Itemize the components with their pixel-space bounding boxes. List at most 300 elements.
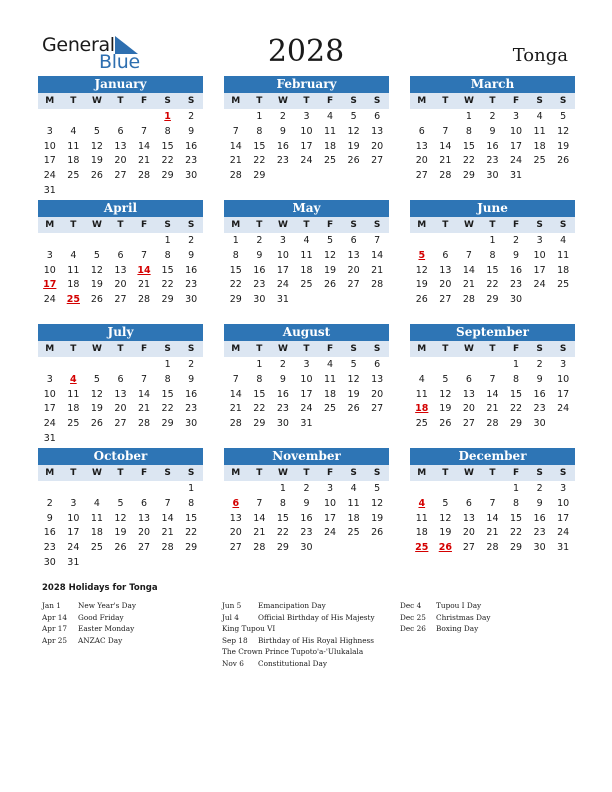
weekday-label: M: [417, 96, 427, 106]
day-cell: 12: [347, 373, 360, 385]
holiday-entry: [42, 623, 136, 635]
day-cell: 24: [276, 279, 289, 291]
holiday-name: Christmas Day: [436, 612, 491, 622]
day-cell: 28: [486, 418, 499, 430]
day-cell: 25: [533, 155, 546, 167]
day-cell: 20: [114, 279, 127, 291]
day-cell: 27: [371, 155, 384, 167]
day-cell: 4: [303, 235, 310, 246]
day-cell: 7: [141, 125, 148, 137]
day-cell: 8: [188, 497, 195, 509]
day-cell: 20: [462, 403, 475, 415]
day-cell: 17: [509, 140, 523, 152]
weekday-header: [224, 465, 389, 482]
day-cell: 27: [439, 294, 452, 306]
weekday-label: F: [512, 220, 520, 230]
weekday-label: W: [91, 96, 102, 106]
day-cell: 22: [276, 527, 289, 539]
month-february: [224, 76, 389, 184]
month-august: [224, 324, 389, 432]
weekday-label: W: [463, 220, 474, 230]
day-cell: 24: [533, 279, 546, 291]
empty-day-cell: [410, 482, 434, 497]
day-cell: 22: [509, 527, 523, 539]
holiday-date: Jul 4: [222, 612, 239, 622]
day-cell: 4: [70, 125, 77, 137]
day-cell: 13: [114, 264, 127, 276]
day-cell: 21: [486, 527, 499, 539]
day-cell: 6: [374, 359, 381, 370]
day-cell: 1: [256, 359, 263, 370]
weekday-label: M: [45, 96, 55, 106]
holiday-entry: [222, 635, 375, 647]
weekday-header: [224, 93, 389, 110]
day-cell: 15: [276, 512, 289, 524]
day-cell: 11: [300, 249, 313, 261]
day-cell: 12: [557, 125, 570, 137]
day-cell: 12: [323, 249, 337, 261]
day-cell: 25: [323, 403, 337, 415]
day-cell: 5: [350, 359, 357, 370]
day-cell: 19: [90, 155, 103, 167]
month-title: April: [38, 200, 203, 217]
weekday-label: T: [303, 96, 310, 106]
day-cell: 14: [462, 264, 475, 276]
day-cell: 6: [117, 249, 124, 261]
weekday-label: S: [350, 468, 357, 478]
day-cell: 15: [486, 264, 499, 276]
day-cell: 2: [536, 483, 543, 494]
holiday-entry: [400, 600, 490, 612]
day-cell: 27: [371, 403, 384, 415]
day-cell: 8: [164, 249, 171, 261]
holiday-day-cell: 6: [232, 497, 240, 509]
day-cell: 15: [509, 388, 523, 400]
empty-day-cell: [109, 358, 133, 373]
weekday-label: T: [489, 96, 496, 106]
day-cell: 23: [43, 542, 56, 554]
day-cell: 15: [229, 264, 242, 276]
empty-day-cell: [132, 482, 156, 497]
day-cell: 1: [465, 111, 472, 122]
day-cell: 13: [371, 373, 384, 385]
weekday-label: T: [117, 96, 124, 106]
day-cell: 29: [462, 170, 475, 182]
empty-day-cell: [434, 110, 458, 125]
day-cell: 10: [557, 373, 570, 385]
day-cell: 14: [229, 388, 242, 400]
day-cell: 22: [185, 527, 198, 539]
day-cell: 27: [462, 418, 475, 430]
weekday-header: [38, 465, 203, 482]
day-cell: 20: [462, 527, 475, 539]
day-cell: 5: [442, 373, 449, 385]
weekday-label: S: [559, 96, 567, 106]
empty-day-cell: [224, 482, 248, 497]
day-cell: 2: [188, 359, 195, 370]
day-cell: 5: [560, 111, 567, 122]
holiday-entry: [222, 612, 375, 624]
weekday-label: T: [442, 344, 449, 354]
day-cell: 17: [43, 155, 56, 167]
holiday-date: Dec 26: [400, 624, 426, 634]
holiday-day-cell: 4: [418, 497, 426, 509]
day-cell: 24: [509, 155, 523, 167]
day-cell: 26: [114, 542, 127, 554]
weekday-label: W: [91, 220, 102, 230]
day-cell: 30: [253, 294, 266, 306]
day-cell: 16: [509, 264, 523, 276]
logo-text-general: General: [42, 34, 115, 56]
day-cell: 9: [536, 373, 543, 385]
day-cell: 1: [164, 359, 171, 370]
day-cell: 1: [188, 483, 195, 494]
day-cell: 13: [347, 249, 360, 261]
weekday-label: T: [117, 468, 124, 478]
day-cell: 30: [533, 418, 546, 430]
weekday-header: [410, 465, 575, 482]
day-cell: 11: [415, 388, 428, 400]
day-cell: 13: [462, 388, 475, 400]
day-cell: 27: [229, 542, 242, 554]
holiday-name: Emancipation Day: [258, 601, 326, 610]
empty-day-cell: [109, 234, 133, 249]
day-cell: 9: [489, 125, 496, 137]
day-cell: 3: [279, 235, 286, 246]
day-cell: 28: [229, 170, 242, 182]
day-cell: 30: [533, 542, 546, 554]
weekday-label: S: [350, 220, 357, 230]
day-cell: 14: [229, 140, 242, 152]
day-cell: 9: [46, 512, 53, 524]
empty-day-cell: [457, 358, 481, 373]
weekday-label: T: [70, 96, 77, 106]
day-cell: 16: [276, 388, 289, 400]
weekday-label: F: [512, 96, 520, 106]
day-cell: 29: [509, 542, 523, 554]
month-title: March: [410, 76, 575, 93]
empty-day-cell: [132, 110, 156, 125]
holiday-entry: [222, 658, 375, 670]
weekday-label: W: [277, 344, 288, 354]
day-cell: 23: [253, 279, 266, 291]
empty-day-cell: [224, 358, 248, 373]
day-cell: 12: [90, 264, 103, 276]
day-cell: 2: [279, 111, 286, 122]
day-cell: 17: [43, 403, 56, 415]
day-cell: 26: [371, 527, 384, 539]
day-cell: 6: [465, 497, 472, 509]
day-cell: 1: [164, 235, 171, 246]
day-cell: 17: [300, 140, 313, 152]
weekday-label: T: [303, 468, 310, 478]
day-cell: 26: [557, 155, 570, 167]
day-cell: 6: [117, 125, 124, 137]
day-cell: 8: [513, 373, 520, 385]
holiday-date: Nov 6: [222, 658, 244, 668]
day-cell: 20: [439, 279, 452, 291]
weekday-header: [38, 341, 203, 358]
day-cell: 12: [439, 512, 452, 524]
day-cell: 29: [161, 418, 174, 430]
day-cell: 2: [513, 235, 520, 246]
day-cell: 22: [462, 155, 475, 167]
day-cell: 17: [533, 264, 546, 276]
day-cell: 26: [323, 279, 337, 291]
day-cell: 4: [536, 111, 543, 122]
weekday-header: [410, 341, 575, 358]
holiday-entry: [42, 635, 136, 647]
weekday-label: F: [326, 96, 334, 106]
day-cell: 25: [415, 418, 428, 430]
day-cell: 21: [486, 403, 499, 415]
day-cell: 2: [256, 235, 263, 246]
day-cell: 22: [509, 403, 523, 415]
day-cell: 12: [90, 140, 103, 152]
weekday-label: T: [442, 220, 449, 230]
day-cell: 16: [253, 264, 266, 276]
weekday-label: T: [442, 96, 449, 106]
day-cell: 30: [185, 170, 198, 182]
day-cell: 8: [465, 125, 472, 137]
weekday-header: [410, 93, 575, 110]
logo-text-blue: Blue: [99, 51, 140, 73]
day-cell: 23: [276, 155, 289, 167]
day-cell: 28: [462, 294, 475, 306]
weekday-label: W: [463, 344, 474, 354]
day-cell: 22: [229, 279, 242, 291]
day-cell: 14: [371, 249, 384, 261]
day-cell: 30: [185, 294, 198, 306]
day-cell: 23: [486, 155, 499, 167]
day-cell: 13: [114, 388, 127, 400]
day-cell: 3: [303, 111, 310, 122]
weekday-label: S: [164, 220, 171, 230]
day-cell: 16: [533, 512, 546, 524]
month-april: [38, 200, 203, 308]
holiday-day-cell: 17: [43, 279, 57, 291]
day-cell: 11: [323, 373, 337, 385]
day-cell: 5: [117, 497, 124, 509]
day-cell: 26: [90, 418, 103, 430]
weekday-header: [410, 217, 575, 234]
day-cell: 21: [161, 527, 174, 539]
weekday-label: T: [303, 344, 310, 354]
weekday-label: S: [164, 468, 171, 478]
day-cell: 30: [486, 170, 499, 182]
day-cell: 14: [486, 388, 499, 400]
holiday-day-cell: 26: [438, 542, 452, 554]
day-cell: 16: [185, 388, 198, 400]
day-cell: 18: [415, 527, 428, 539]
day-cell: 26: [439, 418, 452, 430]
weekday-label: F: [140, 344, 148, 354]
day-cell: 20: [114, 155, 127, 167]
day-cell: 19: [557, 140, 570, 152]
day-cell: 2: [536, 359, 543, 370]
day-cell: 8: [279, 497, 286, 509]
day-cell: 19: [415, 279, 428, 291]
day-cell: 22: [253, 403, 266, 415]
day-cell: 14: [137, 388, 151, 400]
day-cell: 10: [67, 512, 80, 524]
day-cell: 12: [90, 388, 103, 400]
day-cell: 13: [439, 264, 452, 276]
day-cell: 11: [67, 264, 80, 276]
weekday-label: T: [442, 468, 449, 478]
day-cell: 9: [188, 125, 195, 137]
day-cell: 10: [43, 140, 56, 152]
day-cell: 10: [533, 249, 546, 261]
day-cell: 27: [114, 418, 127, 430]
weekday-label: T: [256, 96, 263, 106]
day-cell: 23: [185, 403, 198, 415]
day-cell: 10: [276, 249, 289, 261]
day-cell: 10: [323, 497, 337, 509]
day-cell: 30: [276, 418, 289, 430]
day-grid: [224, 482, 389, 556]
weekday-label: S: [536, 96, 543, 106]
day-cell: 10: [557, 497, 570, 509]
day-cell: 27: [114, 170, 127, 182]
day-cell: 28: [137, 294, 151, 306]
day-cell: 24: [300, 403, 313, 415]
day-cell: 24: [557, 403, 570, 415]
month-title: July: [38, 324, 203, 341]
holiday-name: Tupou I Day: [436, 601, 482, 610]
day-cell: 25: [347, 527, 360, 539]
day-cell: 11: [90, 512, 103, 524]
day-cell: 5: [350, 111, 357, 122]
day-cell: 7: [374, 235, 381, 246]
day-grid: [38, 110, 203, 199]
empty-day-cell: [109, 482, 133, 497]
day-cell: 28: [253, 542, 266, 554]
weekday-label: S: [373, 468, 381, 478]
weekday-label: S: [559, 344, 567, 354]
holiday-day-cell: 4: [70, 373, 77, 385]
holiday-date: Dec 4: [400, 601, 422, 610]
day-cell: 12: [415, 264, 428, 276]
day-cell: 18: [67, 403, 80, 415]
empty-day-cell: [85, 110, 109, 125]
holiday-day-cell: 1: [164, 111, 171, 122]
day-cell: 13: [229, 512, 242, 524]
day-cell: 31: [300, 418, 313, 430]
day-cell: 13: [415, 140, 428, 152]
day-grid: [38, 358, 203, 447]
day-cell: 4: [418, 373, 425, 385]
day-cell: 24: [67, 542, 80, 554]
day-cell: 14: [253, 512, 266, 524]
day-cell: 7: [141, 373, 148, 385]
weekday-label: M: [417, 468, 427, 478]
day-cell: 21: [229, 403, 242, 415]
holiday-day-cell: 5: [418, 249, 426, 261]
day-cell: 9: [536, 497, 543, 509]
day-cell: 27: [137, 542, 151, 554]
country-name: Tonga: [512, 45, 568, 66]
day-cell: 5: [93, 125, 100, 137]
day-cell: 24: [300, 155, 313, 167]
day-cell: 9: [279, 373, 286, 385]
day-cell: 15: [161, 264, 174, 276]
day-cell: 8: [256, 373, 263, 385]
day-cell: 3: [327, 483, 334, 494]
weekday-label: S: [536, 220, 543, 230]
day-cell: 2: [46, 497, 53, 509]
weekday-label: M: [231, 468, 241, 478]
empty-day-cell: [481, 358, 505, 373]
day-cell: 16: [276, 140, 289, 152]
day-cell: 4: [70, 249, 77, 261]
weekday-label: M: [417, 220, 427, 230]
day-cell: 5: [93, 373, 100, 385]
day-cell: 3: [46, 125, 53, 137]
weekday-label: W: [277, 220, 288, 230]
day-cell: 4: [327, 359, 334, 370]
day-cell: 11: [347, 497, 360, 509]
empty-day-cell: [85, 358, 109, 373]
empty-day-cell: [410, 234, 434, 249]
day-cell: 1: [489, 235, 496, 246]
year-title: 2028: [267, 34, 345, 69]
day-cell: 18: [347, 512, 360, 524]
day-cell: 1: [513, 483, 520, 494]
day-cell: 2: [489, 111, 496, 122]
weekday-label: F: [512, 344, 520, 354]
day-cell: 22: [161, 403, 174, 415]
day-cell: 7: [465, 249, 472, 261]
day-cell: 26: [347, 403, 360, 415]
holiday-name: Easter Monday: [78, 624, 135, 634]
holiday-name: ANZAC Day: [78, 635, 123, 645]
day-cell: 19: [439, 527, 452, 539]
day-cell: 29: [253, 170, 266, 182]
weekday-label: S: [187, 220, 195, 230]
holiday-day-cell: 14: [137, 264, 151, 276]
day-cell: 24: [43, 294, 56, 306]
empty-day-cell: [132, 358, 156, 373]
day-cell: 9: [513, 249, 520, 261]
day-cell: 25: [67, 170, 80, 182]
day-cell: 20: [114, 403, 127, 415]
holiday-entry: [42, 600, 136, 612]
day-cell: 18: [557, 264, 570, 276]
day-cell: 4: [93, 497, 100, 509]
day-cell: 2: [279, 359, 286, 370]
weekday-label: S: [559, 220, 567, 230]
day-cell: 7: [442, 125, 449, 137]
holiday-day-cell: 25: [415, 542, 429, 554]
weekday-label: S: [164, 344, 171, 354]
day-cell: 7: [141, 249, 148, 261]
day-cell: 1: [232, 235, 239, 246]
day-cell: 3: [70, 497, 77, 509]
day-cell: 29: [276, 542, 289, 554]
day-cell: 20: [371, 388, 384, 400]
day-cell: 14: [161, 512, 174, 524]
weekday-label: F: [326, 220, 334, 230]
day-cell: 18: [323, 388, 337, 400]
day-cell: 7: [489, 373, 496, 385]
month-title: June: [410, 200, 575, 217]
day-cell: 14: [486, 512, 499, 524]
day-cell: 30: [43, 556, 56, 568]
empty-day-cell: [434, 358, 458, 373]
day-cell: 16: [185, 140, 198, 152]
weekday-label: S: [187, 468, 195, 478]
